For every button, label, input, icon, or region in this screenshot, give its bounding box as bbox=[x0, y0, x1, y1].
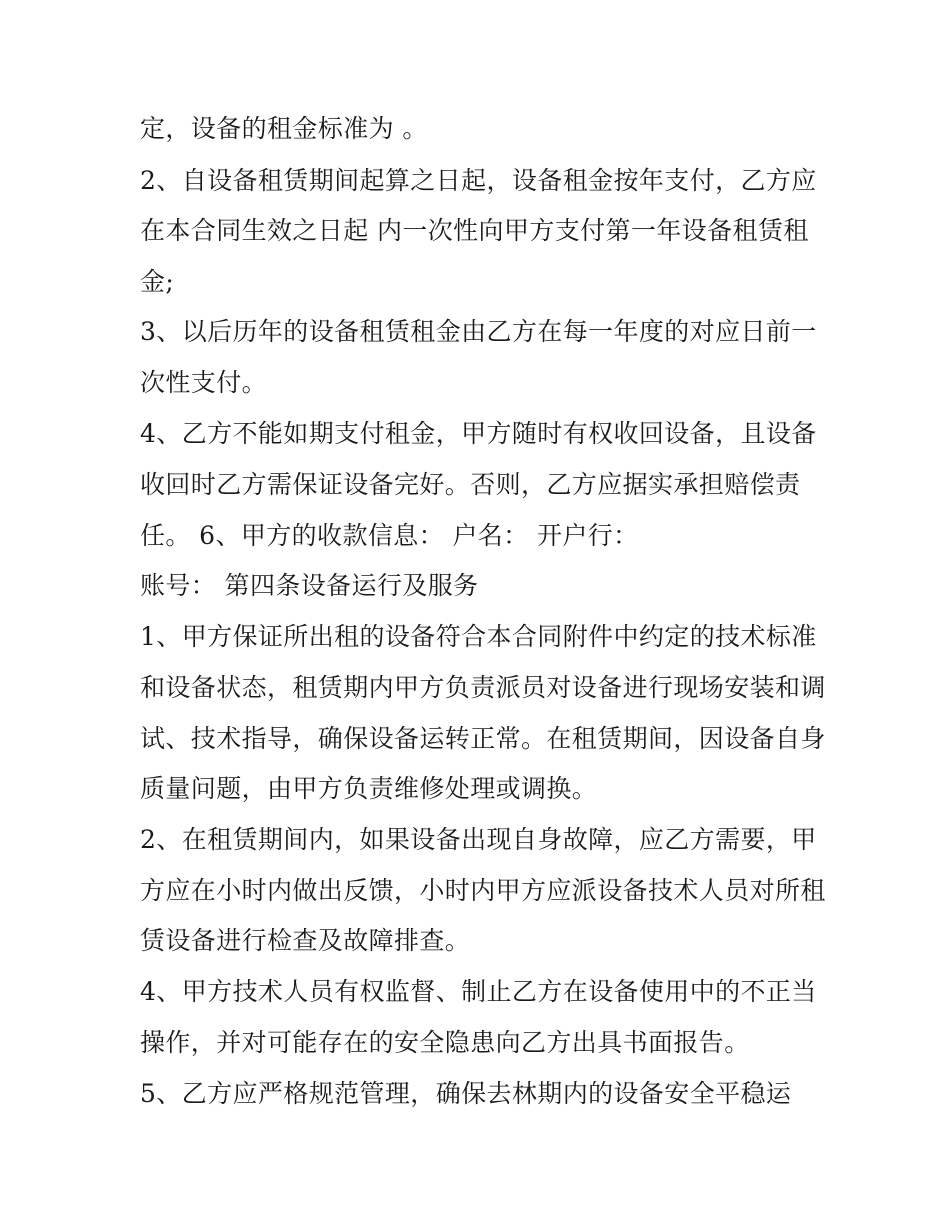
text-line: 账号： 第四条设备运行及服务 bbox=[140, 571, 479, 600]
text-line: 赁设备进行检查及故障排查。 bbox=[140, 926, 471, 955]
text-line: 5、乙方应严格规范管理，确保去林期内的设备安全平稳运 bbox=[140, 1079, 792, 1108]
text-line: 3、以后历年的设备租赁租金由乙方在每一年度的对应日前一 bbox=[140, 317, 817, 346]
text-line: 4、甲方技术人员有权监督、制止乙方在设备使用中的不正当 bbox=[140, 977, 817, 1006]
text-line: 任。 6、甲方的收款信息： 户名： 开户行： bbox=[140, 521, 639, 550]
text-line: 在本合同生效之日起 内一次性向甲方支付第一年设备租赁租 bbox=[140, 216, 809, 245]
text-line: 次性支付。 bbox=[140, 368, 268, 397]
text-line: 金; bbox=[140, 267, 175, 296]
text-line: 2、自设备租赁期间起算之日起，设备租金按年支付，乙方应 bbox=[140, 166, 817, 195]
text-line: 定，设备的租金标准为 。 bbox=[140, 114, 428, 143]
text-line: 方应在小时内做出反馈，小时内甲方应派设备技术人员对所租 bbox=[140, 876, 826, 905]
text-line: 1、甲方保证所出租的设备符合本合同附件中约定的技术标准 bbox=[140, 622, 817, 651]
text-line: 质量问题，由甲方负责维修处理或调换。 bbox=[140, 774, 598, 803]
text-line: 和设备状态，租赁期内甲方负责派员对设备进行现场安装和调 bbox=[140, 673, 826, 702]
text-line: 操作，并对可能存在的安全隐患向乙方出具书面报告。 bbox=[140, 1028, 750, 1057]
text-line: 收回时乙方需保证设备完好。否则，乙方应据实承担赔偿责 bbox=[140, 470, 801, 499]
text-line: 4、乙方不能如期支付租金，甲方随时有权收回设备，且设备 bbox=[140, 419, 817, 448]
text-line: 2、在租赁期间内，如果设备出现自身故障，应乙方需要，甲 bbox=[140, 825, 817, 854]
text-line: 试、技术指导，确保设备运转正常。在租赁期间，因设备自身 bbox=[140, 724, 826, 753]
